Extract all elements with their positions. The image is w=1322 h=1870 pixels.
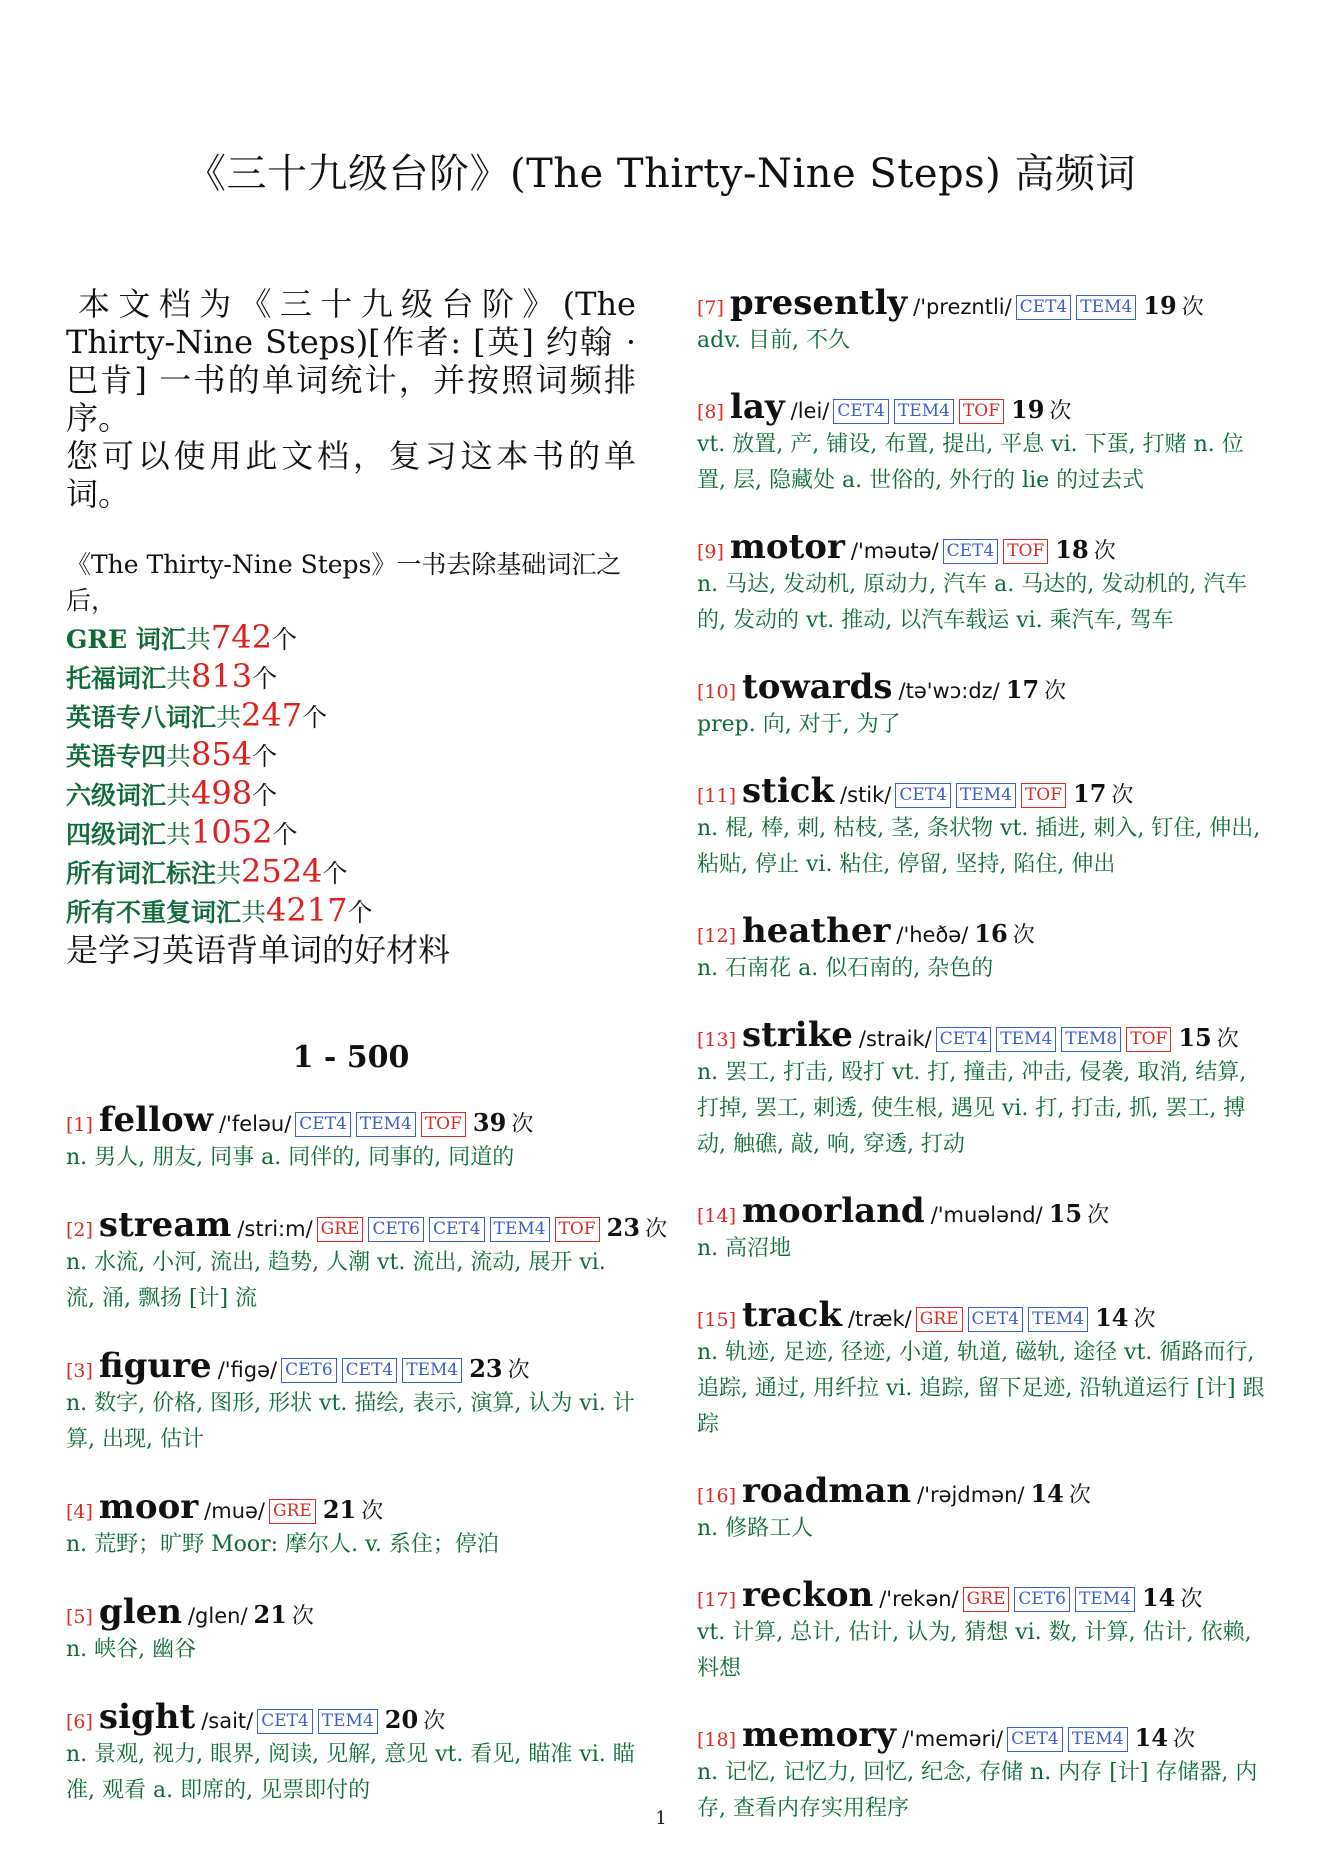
entry-count: 23 [469,1354,503,1383]
summary [66,547,636,969]
entry-phonetic: /'figə/ [217,1358,278,1382]
word-entry [66,1346,636,1458]
stat-value: 498 [191,774,253,812]
summary-lead: 《The Thirty-Nine Steps》一书去除基础词汇之后， [66,550,622,615]
entry-word: figure [98,1346,212,1386]
stat-mid: 共 [185,625,211,654]
entry-count: 19 [1011,395,1045,424]
stat-unit: 个 [271,625,297,654]
entry-index: [7] [697,297,724,319]
entry-phonetic: /tə'wɔ:dz/ [898,679,1000,703]
entry-header [697,387,1267,427]
stat-row [66,619,636,658]
entry-header [66,1487,636,1527]
entry-count-unit: 次 [645,1217,668,1242]
stat-label: GRE 词汇 [66,625,186,654]
word-entry [697,283,1267,359]
entry-header [697,1575,1267,1615]
entry-header [66,1697,636,1737]
entry-word: sight [98,1697,196,1737]
entry-count-unit: 次 [1111,783,1134,808]
exam-tag: TEM4 [1028,1307,1088,1332]
stat-value: 4217 [266,891,348,929]
word-entry [66,1205,668,1317]
stat-value: 813 [191,657,253,695]
entry-header [697,771,1267,811]
exam-tag: TEM4 [1075,1587,1135,1612]
word-entry [697,911,1267,987]
exam-tag: GRE [963,1587,1010,1612]
entry-word: track [742,1295,842,1335]
entry-definition: n. 修路工人 [697,1516,814,1541]
entry-header [697,283,1267,323]
entry-definition: vt. 放置, 产, 铺设, 布置, 提出, 平息 vi. 下蛋, 打赌 n. 位置, 层, 隐藏处 a. 世俗的, 外行的 lie 的过去式 [697,432,1244,493]
entry-count-unit: 次 [1216,1027,1239,1052]
stat-unit: 个 [272,820,298,849]
entry-index: [10] [697,681,737,703]
entry-count-unit: 次 [511,1112,534,1137]
entry-header [697,1715,1267,1755]
word-entry [66,1592,636,1668]
section-heading: 1 - 500 [292,1040,410,1075]
exam-tag: CET4 [936,1027,992,1052]
entry-phonetic: /træk/ [847,1307,912,1331]
intro-text [66,285,636,513]
word-entry [697,387,1267,499]
entry-definition: n. 轨迹, 足迹, 径迹, 小道, 轨道, 磁轨, 途径 vt. 循路而行, 追踪, 通过, 用纤拉 vi. 追踪, 留下足迹, 沿轨道运行 [计] 跟踪 [697,1340,1265,1437]
entry-definition: n. 棍, 棒, 刺, 枯枝, 茎, 条状物 vt. 插进, 刺入, 钉住, 伸出, 粘贴, 停止 vi. 粘住, 停留, 坚持, 陷住, 伸出 [697,816,1261,877]
stat-value: 854 [191,735,253,773]
entry-index: [9] [697,541,724,563]
entry-definition: n. 马达, 发动机, 原动力, 汽车 a. 马达的, 发动机的, 汽车的, 发动的 vt. 推动, 以汽车载运 vi. 乘汽车, 驾车 [697,572,1248,633]
entry-word: heather [742,911,891,951]
stat-mid: 共 [241,898,267,927]
entry-count-unit: 次 [1180,1587,1203,1612]
word-entry [697,1471,1267,1547]
exam-tag: TOF [959,399,1004,424]
entry-count: 16 [974,919,1008,948]
stat-label: 托福词汇 [66,664,167,693]
stat-row [66,697,636,736]
entry-word: stick [742,771,835,811]
entry-phonetic: /'heðə/ [896,923,969,947]
stat-value: 1052 [191,813,273,851]
stat-mid: 共 [216,703,242,732]
entry-index: [17] [697,1589,737,1611]
entry-index: [18] [697,1729,737,1751]
entry-word: memory [742,1715,896,1755]
stat-mid: 共 [166,742,192,771]
exam-tag: TEM4 [996,1027,1056,1052]
entry-index: [12] [697,925,737,947]
exam-tag: GRE [317,1217,364,1242]
entry-header [66,1205,668,1245]
entry-count: 14 [1030,1479,1064,1508]
entry-header [697,527,1267,567]
entry-index: [14] [697,1205,737,1227]
stat-row [66,775,636,814]
entry-definition: adv. 目前, 不久 [697,328,850,353]
entry-count: 15 [1178,1023,1212,1052]
exam-tag: CET4 [342,1358,398,1383]
entry-phonetic: /sait/ [201,1709,254,1733]
entry-count: 39 [472,1108,507,1137]
entry-header [66,1100,636,1140]
entry-count: 21 [253,1600,287,1629]
entry-count-unit: 次 [1044,679,1067,704]
stat-unit: 个 [252,781,278,810]
entry-count-unit: 次 [1093,539,1116,564]
stat-unit: 个 [252,664,278,693]
stat-unit: 个 [302,703,328,732]
entry-index: [1] [66,1114,93,1136]
intro-line-2: 您可以使用此文档，复习这本书的单词。 [66,437,636,513]
entry-count-unit: 次 [507,1358,530,1383]
entry-header [697,1015,1267,1055]
entry-index: [4] [66,1501,93,1523]
entry-index: [15] [697,1309,737,1331]
entry-phonetic: /'məutə/ [850,539,939,563]
exam-tag: TOF [1003,539,1048,564]
entry-count: 14 [1095,1303,1129,1332]
stat-unit: 个 [252,742,278,771]
entry-word: motor [729,527,845,567]
stat-row [66,892,636,931]
entry-word: stream [98,1205,232,1245]
entry-phonetic: /stri:m/ [237,1217,313,1241]
entry-header [66,1346,636,1386]
entry-count-unit: 次 [423,1709,446,1734]
exam-tag: TEM4 [1068,1727,1128,1752]
entry-count-unit: 次 [1181,295,1204,320]
intro-line-1: 本文档为《三十九级台阶》(The Thirty-Nine Steps)[作者: [英] 约翰 · 巴肯] 一书的单词统计，并按照词频排序。 [66,285,636,437]
entry-count-unit: 次 [361,1499,384,1524]
entry-definition: prep. 向, 对于, 为了 [697,712,901,737]
stat-row [66,658,636,697]
exam-tag: CET6 [281,1358,337,1383]
stat-label: 四级词汇 [66,820,167,849]
entry-phonetic: /'rekən/ [879,1587,959,1611]
word-entry [697,667,1267,743]
entry-header [697,667,1267,707]
entry-definition: n. 高沼地 [697,1236,792,1261]
entry-count: 14 [1134,1723,1169,1752]
exam-tag: TEM4 [318,1709,378,1734]
word-entry [697,527,1267,639]
entry-definition: n. 记忆, 记忆力, 回忆, 纪念, 存储 n. 内存 [计] 存储器, 内存, 查看内存实用程序 [697,1760,1258,1821]
stat-row [66,814,636,853]
exam-tag: CET6 [1014,1587,1070,1612]
exam-tag: TEM4 [956,783,1016,808]
entry-phonetic: /straik/ [858,1027,932,1051]
stat-unit: 个 [322,859,348,888]
entry-word: roadman [742,1471,912,1511]
entry-phonetic: /'prezntli/ [913,295,1012,319]
entry-phonetic: /'feləu/ [218,1112,292,1136]
entry-word: fellow [98,1100,213,1140]
entry-count-unit: 次 [1049,399,1072,424]
stat-label: 所有词汇标注 [66,859,217,888]
entry-phonetic: /'meməri/ [901,1727,1004,1751]
exam-tag: CET4 [943,539,999,564]
entry-header [66,1592,636,1632]
entry-word: strike [742,1015,853,1055]
right-entries [697,283,1267,1855]
entry-count: 18 [1055,535,1089,564]
entry-word: moor [98,1487,199,1527]
entry-index: [2] [66,1219,93,1241]
stat-mid: 共 [166,820,192,849]
stats-list [66,619,636,931]
stat-value: 742 [210,618,272,656]
stat-label: 六级词汇 [66,781,167,810]
entry-count: 14 [1141,1583,1176,1612]
entry-index: [16] [697,1485,737,1507]
exam-tag: TEM8 [1061,1027,1121,1052]
entry-definition: n. 罢工, 打击, 殴打 vt. 打, 撞击, 冲击, 侵袭, 取消, 结算, 打掉, 罢工, 刺透, 使生根, 遇见 vi. 打, 打击, 抓, 罢工, 搏动, 触礁, 敲, 响, 穿透, 打动 [697,1060,1247,1157]
entry-word: towards [742,667,893,707]
entry-definition: n. 峡谷, 幽谷 [66,1637,197,1662]
entry-definition: n. 石南花 a. 似石南的, 杂色的 [697,956,994,981]
exam-tag: CET4 [833,399,889,424]
entry-header [697,1191,1267,1231]
exam-tag: CET4 [1016,295,1072,320]
exam-tag: TEM4 [402,1358,462,1383]
word-entry [697,1191,1267,1267]
summary-closing: 是学习英语背单词的好材料 [66,931,451,969]
entry-count: 20 [384,1705,419,1734]
entry-index: [5] [66,1606,93,1628]
word-entry [697,1575,1267,1687]
stat-row [66,736,636,775]
entry-count-unit: 次 [1173,1727,1196,1752]
page-number: 1 [655,1808,667,1829]
exam-tag: TEM4 [490,1217,550,1242]
stat-mid: 共 [166,781,192,810]
entry-count-unit: 次 [1068,1483,1091,1508]
entry-word: lay [729,387,785,427]
stat-label: 英语专八词汇 [66,703,217,732]
stat-mid: 共 [166,664,192,693]
entry-count: 15 [1048,1199,1083,1228]
stat-row [66,853,636,892]
entry-phonetic: /'rəjdmən/ [917,1483,1025,1507]
exam-tag: GRE [916,1307,963,1332]
exam-tag: CET4 [1007,1727,1063,1752]
entry-index: [11] [697,785,737,807]
entry-definition: n. 男人, 朋友, 同事 a. 同伴的, 同事的, 同道的 [66,1145,515,1170]
entry-definition: n. 景观, 视力, 眼界, 阅读, 见解, 意见 vt. 看见, 瞄准 vi. 瞄准, 观看 a. 即席的, 见票即付的 [66,1742,635,1803]
entry-count: 17 [1073,779,1107,808]
entry-count-unit: 次 [1012,923,1035,948]
entry-header [697,1295,1267,1335]
entry-count-unit: 次 [1087,1203,1110,1228]
entry-phonetic: /glen/ [187,1604,248,1628]
entry-header [697,911,1267,951]
entry-word: reckon [742,1575,874,1615]
exam-tag: CET4 [895,783,951,808]
exam-tag: GRE [269,1499,316,1524]
entry-word: glen [98,1592,182,1632]
entry-count: 19 [1143,291,1177,320]
stat-value: 2524 [241,852,323,890]
entry-definition: n. 数字, 价格, 图形, 形状 vt. 描绘, 表示, 演算, 认为 vi. 计算, 出现, 估计 [66,1391,635,1452]
entry-count-unit: 次 [291,1604,314,1629]
exam-tag: CET6 [368,1217,424,1242]
entry-index: [6] [66,1711,93,1733]
entry-phonetic: /muə/ [204,1499,266,1523]
left-entries [66,1100,668,1838]
entry-count: 17 [1005,675,1040,704]
stat-mid: 共 [216,859,242,888]
word-entry [697,1015,1267,1163]
entry-word: moorland [742,1191,925,1231]
entry-count: 21 [322,1495,357,1524]
entry-index: [8] [697,401,724,423]
word-entry [66,1697,636,1809]
exam-tag: TEM4 [894,399,954,424]
exam-tag: CET4 [295,1112,351,1137]
word-entry [697,1295,1267,1443]
exam-tag: TOF [421,1112,466,1137]
word-entry [697,771,1267,883]
stat-value: 247 [241,696,303,734]
stat-label: 所有不重复词汇 [66,898,242,927]
entry-definition: n. 荒野；旷野 Moor: 摩尔人. v. 系住；停泊 [66,1532,499,1557]
exam-tag: TEM4 [1076,295,1136,320]
exam-tag: TOF [555,1217,600,1242]
entry-count-unit: 次 [1133,1307,1156,1332]
entry-definition: n. 水流, 小河, 流出, 趋势, 人潮 vt. 流出, 流动, 展开 vi. 流, 涌, 飘扬 [计] 流 [66,1250,606,1311]
entry-count: 23 [606,1213,641,1242]
entry-phonetic: /stik/ [840,783,892,807]
entry-index: [13] [697,1029,737,1051]
entry-phonetic: /lei/ [790,399,830,423]
word-entry [66,1487,636,1563]
exam-tag: CET4 [257,1709,313,1734]
exam-tag: CET4 [968,1307,1024,1332]
page-title: 《三十九级台阶》(The Thirty-Nine Steps) 高频词 [185,151,1137,197]
stat-label: 英语专四 [66,742,167,771]
word-entry [66,1100,636,1176]
exam-tag: TOF [1126,1027,1171,1052]
entry-header [697,1471,1267,1511]
stat-unit: 个 [347,898,373,927]
entry-definition: vt. 计算, 总计, 估计, 认为, 猜想 vi. 数, 计算, 估计, 依赖, 料想 [697,1620,1252,1681]
entry-word: presently [729,283,908,323]
exam-tag: CET4 [429,1217,485,1242]
exam-tag: TEM4 [356,1112,416,1137]
entry-index: [3] [66,1360,93,1382]
entry-phonetic: /'muələnd/ [930,1203,1043,1227]
exam-tag: TOF [1021,783,1066,808]
